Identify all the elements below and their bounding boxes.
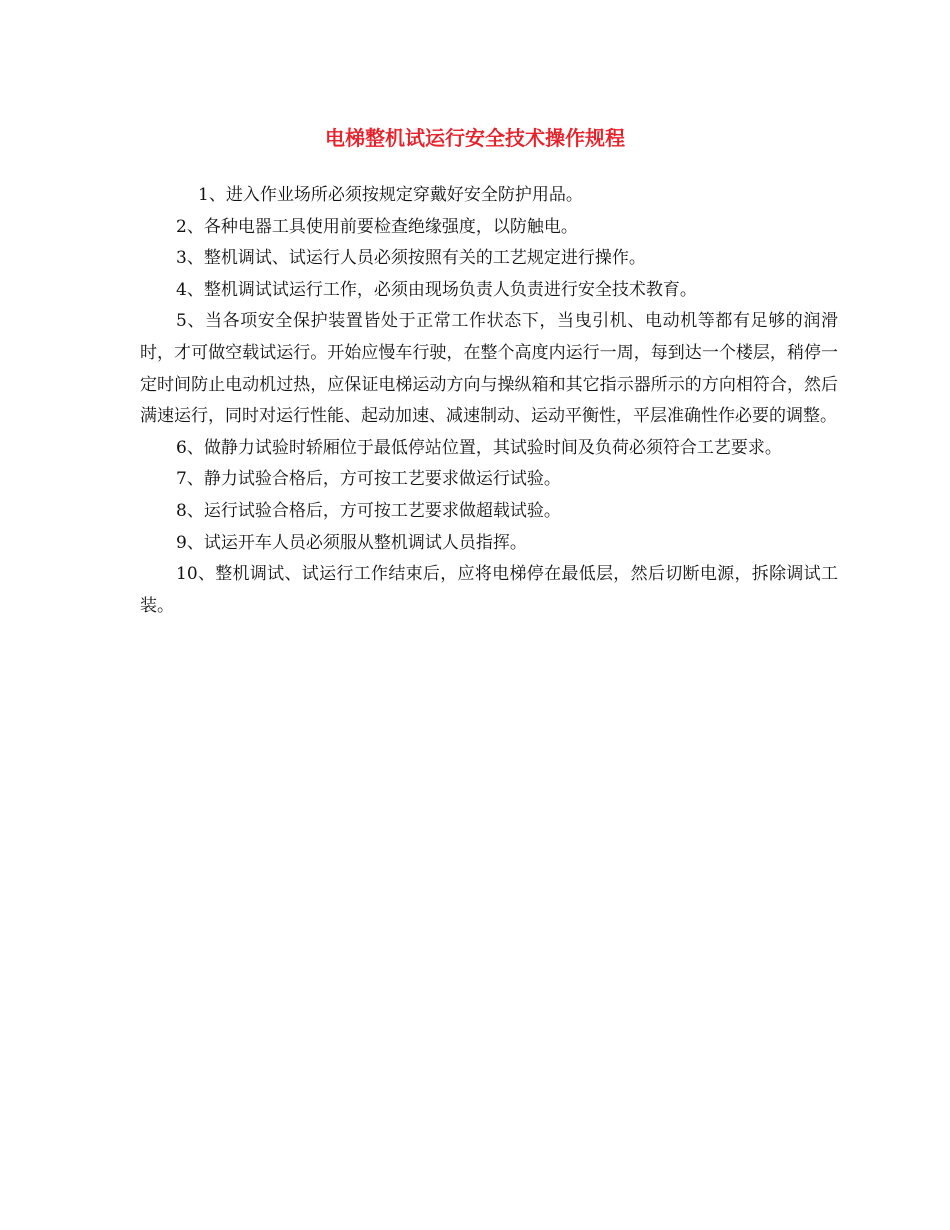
rule-paragraph-7: 7、静力试验合格后，方可按工艺要求做运行试验。: [176, 469, 561, 490]
rule-paragraph-3: 3、整机调试、试运行人员必须按照有关的工艺规定进行操作。: [176, 248, 646, 269]
rule-paragraph-1: 1、进入作业场所必须按规定穿戴好安全防护用品。: [198, 185, 583, 205]
rule-paragraph-5: 5、当各项安全保护装置皆处于正常工作状态下，当曳引机、电动机等都有足够的润滑时，才可做空载试运行。开始应慢车行驶，在整个高度内运行一周，每到达一个楼层，稍停一定时间防止电动机过热，应保证电梯运动方向与操纵箱和其它指示器所示的方向相符合，然后满速运行，同时对运行性能、起动加速、减速制动、运动平衡性，平层准确性作必要的调整。: [140, 311, 838, 427]
document-body: [140, 180, 838, 622]
rule-paragraph-4: 4、整机调试试运行工作，必须由现场负责人负责进行安全技术教育。: [176, 279, 697, 300]
rule-paragraph-10: 10、整机调试、试运行工作结束后，应将电梯停在最低层，然后切断电源，拆除调试工装。: [140, 564, 838, 616]
rule-paragraph-8: 8、运行试验合格后，方可按工艺要求做超载试验。: [176, 500, 561, 521]
rule-paragraph-6: 6、做静力试验时轿厢位于最低停站位置，其试验时间及负荷必须符合工艺要求。: [176, 437, 782, 458]
document-title: 电梯整机试运行安全技术操作规程: [325, 126, 625, 150]
rule-paragraph-9: 9、试运开车人员必须服从整机调试人员指挥。: [176, 532, 527, 553]
rule-paragraph-2: 2、各种电器工具使用前要检查绝缘强度，以防触电。: [176, 216, 578, 237]
